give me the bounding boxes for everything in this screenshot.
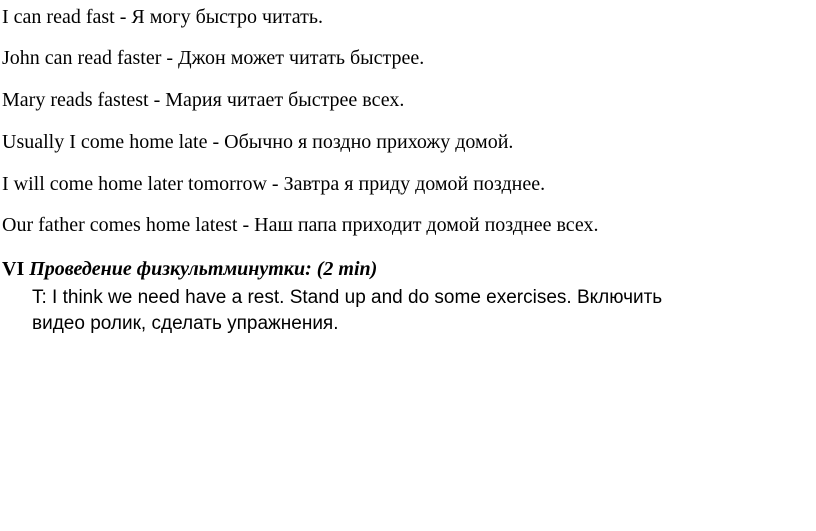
example-sentence-4: Usually I come home late - Обычно я поздно прихожу домой. [2,131,514,153]
example-sentence-6: Our father comes home latest - Наш папа приходит домой позднее всех. [2,214,599,236]
section-heading [2,257,377,281]
instruction-line-1: T: I think we need have a rest. Stand up and do some exercises. Включить [32,287,663,308]
example-sentence-2: John can read faster - Джон может читать быстрее. [2,47,425,69]
instruction-line-2: видео ролик, сделать упражнения. [32,313,339,334]
example-sentence-1: I can read fast - Я могу быстро читать. [2,6,324,28]
instruction-paragraph [32,285,812,337]
section-title: Проведение физкультминутки: (2 min) [29,258,378,280]
example-sentence-5: I will come home later tomorrow - Завтра я приду домой позднее. [2,173,546,195]
example-sentence-3: Mary reads fastest - Мария читает быстрее всех. [2,89,405,111]
section-number: VI [2,258,25,280]
